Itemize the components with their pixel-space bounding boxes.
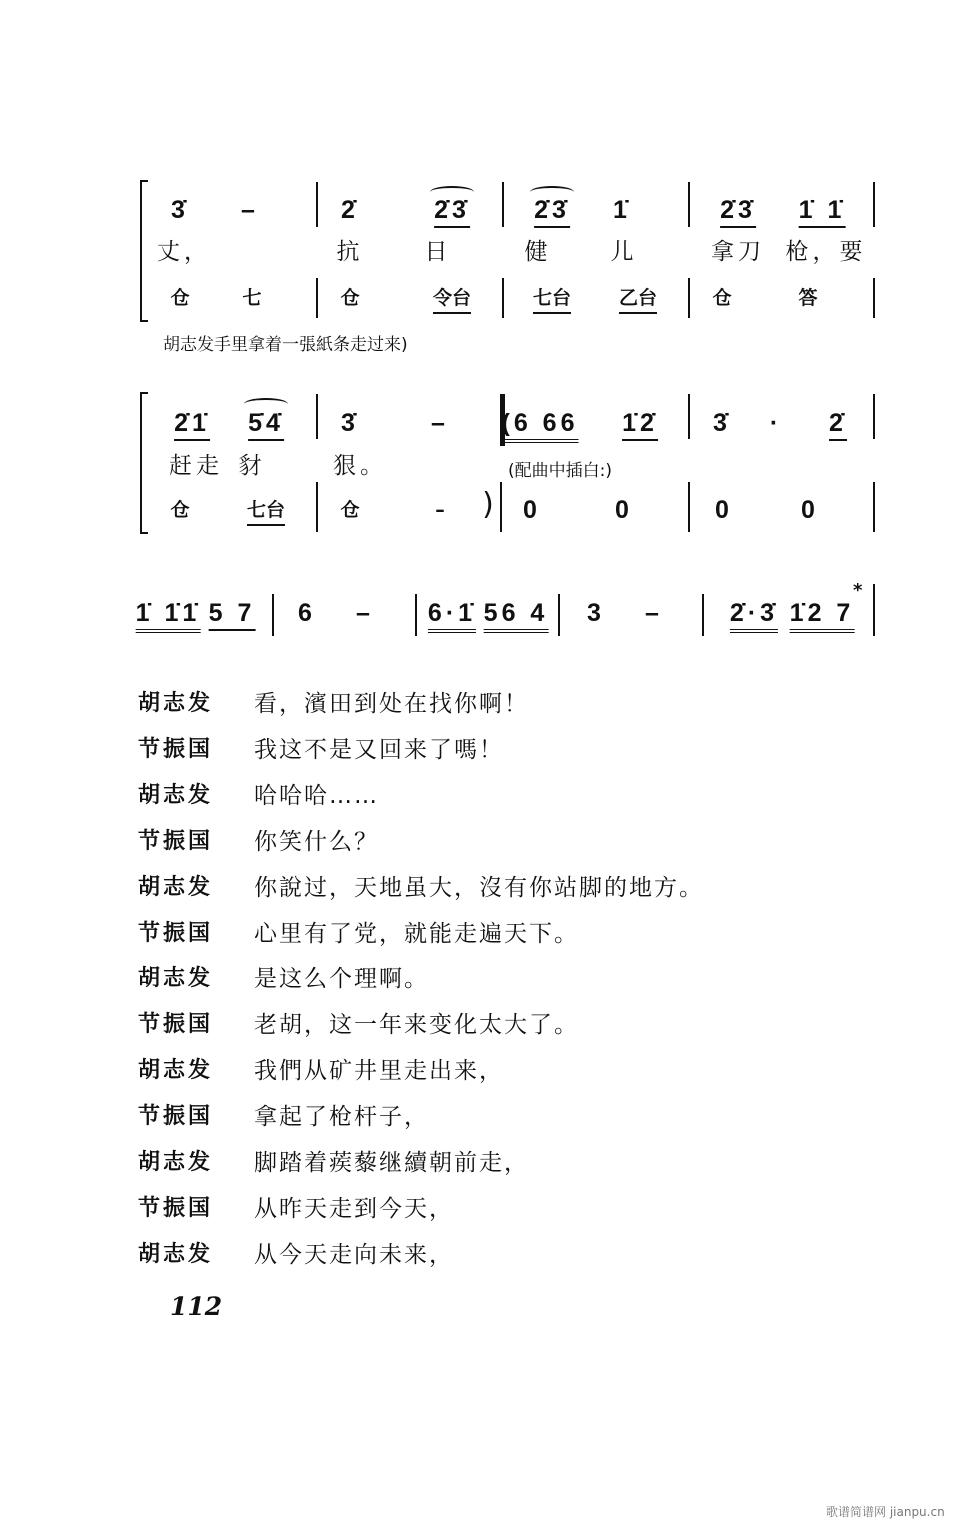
rest: 0: [801, 496, 819, 524]
note: 2̇: [341, 196, 359, 224]
speaker-name: 节振国: [138, 1195, 214, 1221]
dialogue-line: 从今天走向未来，: [254, 1241, 454, 1268]
speaker-name: 节振国: [138, 1104, 214, 1130]
percussion: 乙台: [619, 285, 657, 314]
lyric: 拿刀: [711, 239, 765, 265]
speaker-name: 胡志发: [138, 1241, 214, 1267]
dialogue-line: 你說过，天地虽大，沒有你站脚的地方。: [254, 874, 704, 901]
system-bracket: [140, 392, 148, 534]
note: 2̇1̇: [174, 408, 210, 441]
footnote-mark: *: [853, 580, 863, 601]
lyric: 枪，要: [785, 239, 867, 265]
note: 3̇: [171, 196, 189, 224]
lyric: 丈，: [157, 239, 211, 265]
percussion: 仓: [170, 287, 190, 309]
speaker-name: 节振国: [138, 1012, 214, 1038]
percussion: 仓: [340, 499, 360, 521]
dialogue-line: 你笑什么？: [254, 828, 379, 855]
barline: [316, 278, 318, 318]
barline: [873, 278, 875, 318]
page-number: 112: [170, 1292, 223, 1321]
percussion: 七台: [533, 285, 571, 314]
note: –: [431, 409, 449, 437]
note: 1̇2 7: [790, 598, 855, 633]
barline: [688, 182, 690, 227]
stage-direction: 胡志发手里拿着一張紙条走过来): [163, 335, 408, 355]
note: 3̇: [341, 409, 359, 437]
note: –: [241, 196, 259, 224]
note: 2̇3̇: [720, 195, 756, 228]
note: 6: [298, 599, 316, 627]
dialogue-line: 哈哈哈……: [254, 782, 379, 809]
system-bracket: [140, 180, 148, 322]
dialogue-line: 看，濱田到处在找你啊！: [254, 691, 529, 717]
speaker-name: 胡志发: [138, 1150, 214, 1175]
dialogue-line: 我这不是又回来了嗎！: [254, 736, 504, 763]
barline: [873, 482, 875, 532]
percussion: 令台: [433, 285, 471, 314]
note: 3: [587, 599, 605, 627]
speaker-name: 节振国: [138, 736, 214, 762]
note: 6·1̇: [428, 598, 476, 633]
barline: [502, 182, 504, 227]
barline: [502, 278, 504, 318]
note: 1̇2̇: [622, 408, 658, 441]
lyric: 抗: [336, 239, 364, 265]
dialogue-line: 拿起了枪杆子，: [254, 1104, 429, 1131]
note: ·: [769, 409, 783, 437]
note: (6 66: [502, 408, 579, 443]
barline: [873, 584, 875, 636]
speaker-name: 胡志发: [138, 874, 214, 900]
speaker-name: 胡志发: [138, 1058, 214, 1084]
barline: [558, 594, 560, 636]
barline: [500, 482, 502, 532]
percussion: –: [435, 499, 445, 521]
barline: [316, 482, 318, 532]
rest: 0: [615, 496, 633, 524]
barline: [688, 482, 690, 532]
lyric: 豺: [238, 453, 266, 479]
percussion: 答: [798, 287, 818, 309]
note: 3̇: [713, 409, 731, 437]
note: 5̇4̇: [248, 408, 284, 441]
lyric: 儿: [610, 239, 638, 265]
note: –: [356, 599, 374, 627]
barline: [316, 394, 318, 439]
insert-note: (配曲中插白:): [508, 461, 612, 481]
note: 2̇3̇: [434, 195, 470, 228]
barline: [702, 594, 704, 636]
note: 1̇ 1̇1̇: [136, 598, 201, 633]
barline: [316, 182, 318, 227]
lyric: 日: [424, 239, 452, 265]
percussion: ): [482, 487, 494, 522]
note: 2̇: [829, 408, 847, 441]
dialogue-line: 脚踏着蒺藜继續朝前走，: [254, 1150, 529, 1176]
note: 2̇·3̇: [730, 598, 778, 633]
dialogue-line: 我們从矿井里走出来，: [254, 1058, 504, 1085]
barline: [272, 594, 274, 636]
dialogue-line: 从昨天走到今天，: [254, 1195, 454, 1222]
barline: [415, 594, 417, 636]
speaker-name: 胡志发: [138, 691, 214, 716]
percussion: 七: [242, 287, 262, 309]
dialogue-line: 心里有了党，就能走遍天下。: [254, 920, 579, 947]
watermark: 歌谱简谱网 jianpu.cn: [826, 1505, 945, 1519]
note: 5 7: [209, 598, 256, 631]
speaker-name: 节振国: [138, 828, 214, 854]
speaker-name: 胡志发: [138, 782, 214, 808]
barline: [873, 394, 875, 439]
percussion: 七台: [247, 497, 285, 526]
percussion: 仓: [340, 287, 360, 309]
speaker-name: 节振国: [138, 920, 214, 946]
rest: 0: [715, 496, 733, 524]
barline: [688, 278, 690, 318]
barline: [873, 182, 875, 227]
percussion: 仓: [712, 287, 732, 309]
barline: [688, 394, 690, 439]
rest: 0: [523, 496, 541, 524]
note: 2̇3̇: [534, 195, 570, 228]
dialogue-line: 老胡，这一年来变化太大了。: [254, 1012, 579, 1039]
speaker-name: 胡志发: [138, 966, 214, 992]
note: 1̇ 1̇: [799, 195, 846, 228]
note: 1̇: [613, 196, 631, 224]
lyric: 狠。: [333, 453, 387, 479]
lyric: 赶走: [169, 453, 223, 479]
dialogue-line: 是这么个理啊。: [254, 966, 429, 993]
note: 56 4: [484, 598, 549, 633]
note: –: [645, 599, 663, 627]
percussion: 仓: [170, 499, 190, 521]
lyric: 健: [524, 239, 552, 265]
